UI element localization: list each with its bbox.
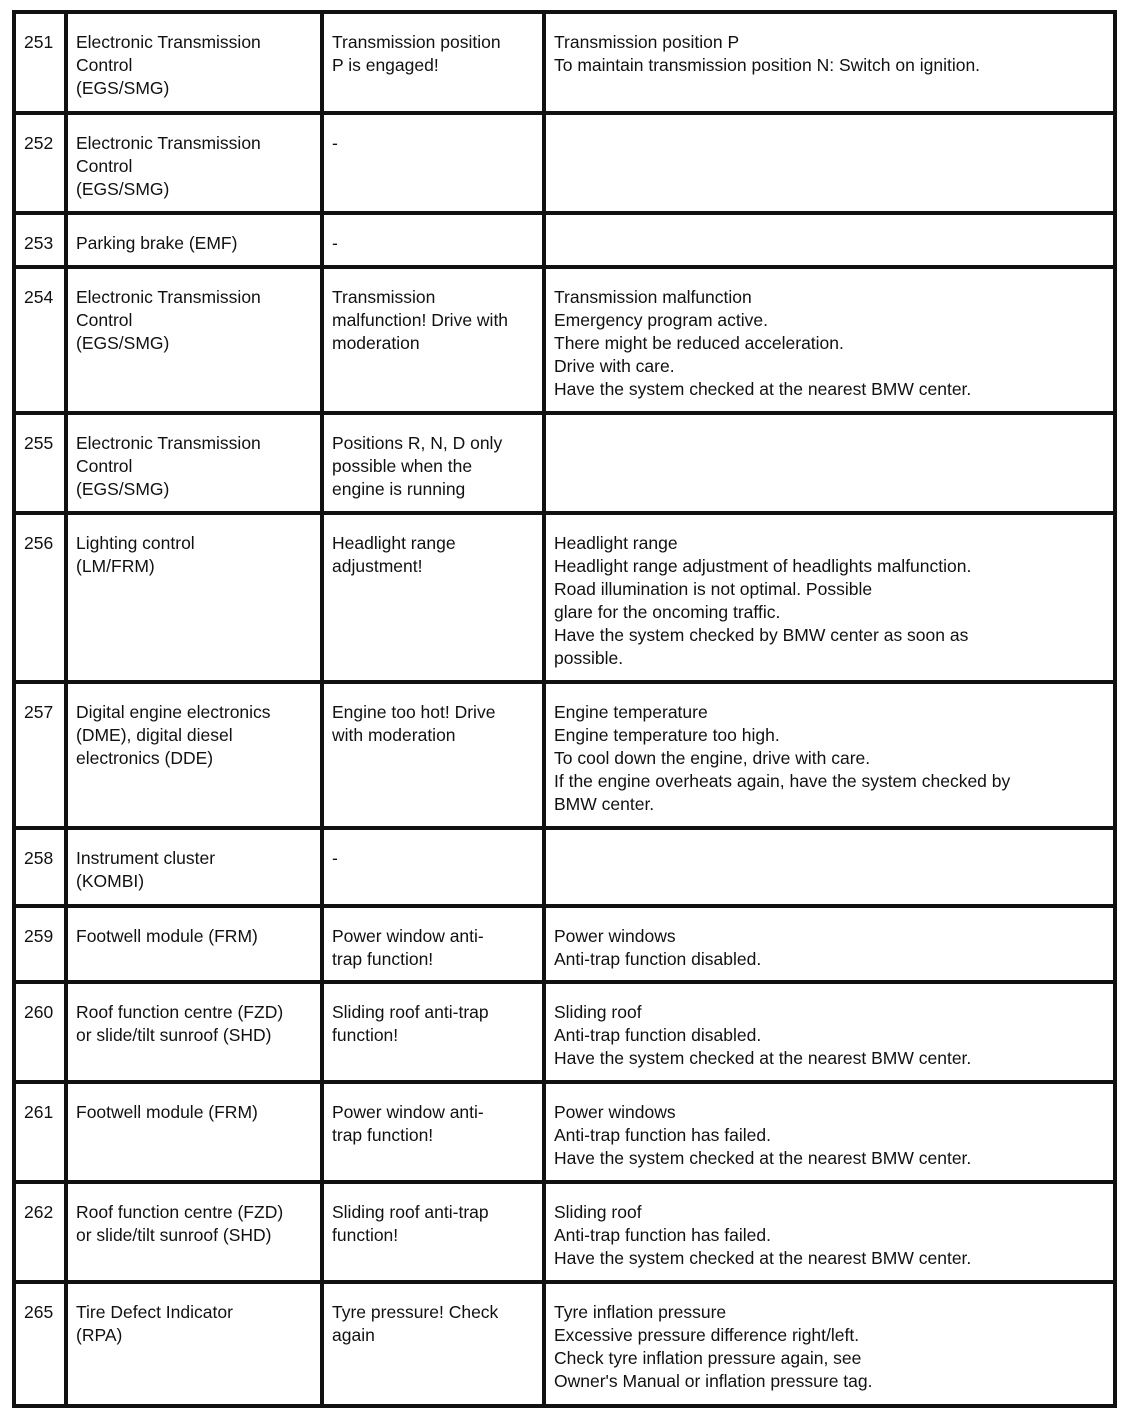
system-name: Electronic Transmission Control (EGS/SMG) [66,267,322,413]
table-row [14,906,1115,982]
message-number: 251 [14,12,66,113]
message-number: 255 [14,413,66,513]
message-description [544,113,1115,213]
table-row [14,1082,1115,1182]
message-description: Sliding roof Anti-trap function has failed. Have the system checked at the nearest BMW center. [544,1182,1115,1282]
display-message: Sliding roof anti-trap function! [322,1182,544,1282]
display-message: Power window anti- trap function! [322,1082,544,1182]
system-name: Roof function centre (FZD) or slide/tilt sunroof (SHD) [66,1182,322,1282]
display-message: Transmission malfunction! Drive with moderation [322,267,544,413]
message-number: 262 [14,1182,66,1282]
message-number: 265 [14,1282,66,1406]
system-name: Roof function centre (FZD) or slide/tilt sunroof (SHD) [66,982,322,1082]
table-row [14,1182,1115,1282]
display-message: - [322,828,544,906]
message-description: Tyre inflation pressure Excessive pressure difference right/left. Check tyre inflation pressure again, see Owner's Manual or inflation pressure tag. [544,1282,1115,1406]
table-row [14,113,1115,213]
table-body [14,12,1115,1406]
table-row [14,682,1115,828]
system-name: Tire Defect Indicator (RPA) [66,1282,322,1406]
system-name: Lighting control (LM/FRM) [66,513,322,682]
table-row [14,1282,1115,1406]
system-name: Instrument cluster (KOMBI) [66,828,322,906]
message-number: 259 [14,906,66,982]
message-description: Sliding roof Anti-trap function disabled. Have the system checked at the nearest BMW center. [544,982,1115,1082]
display-message: - [322,113,544,213]
system-name: Footwell module (FRM) [66,1082,322,1182]
message-number: 258 [14,828,66,906]
system-name: Electronic Transmission Control (EGS/SMG) [66,113,322,213]
table-row [14,513,1115,682]
display-message: Positions R, N, D only possible when the engine is running [322,413,544,513]
display-message: Sliding roof anti-trap function! [322,982,544,1082]
message-number: 254 [14,267,66,413]
message-description [544,828,1115,906]
check-control-table [12,10,1117,1408]
display-message: - [322,213,544,267]
system-name: Parking brake (EMF) [66,213,322,267]
display-message: Headlight range adjustment! [322,513,544,682]
display-message: Tyre pressure! Check again [322,1282,544,1406]
table-row [14,267,1115,413]
message-number: 257 [14,682,66,828]
message-number: 260 [14,982,66,1082]
message-number: 253 [14,213,66,267]
system-name: Electronic Transmission Control (EGS/SMG) [66,12,322,113]
message-description [544,413,1115,513]
message-number: 256 [14,513,66,682]
message-description: Transmission position P To maintain transmission position N: Switch on ignition. [544,12,1115,113]
message-number: 261 [14,1082,66,1182]
system-name: Digital engine electronics (DME), digital diesel electronics (DDE) [66,682,322,828]
system-name: Footwell module (FRM) [66,906,322,982]
table-row [14,12,1115,113]
table-row [14,413,1115,513]
message-description: Headlight range Headlight range adjustment of headlights malfunction. Road illumination is not optimal. Possible glare for the oncoming traffic. Have the system checked by BMW center as soon as possible. [544,513,1115,682]
display-message: Engine too hot! Drive with moderation [322,682,544,828]
table-row [14,982,1115,1082]
message-description: Power windows Anti-trap function has failed. Have the system checked at the nearest BMW center. [544,1082,1115,1182]
display-message: Power window anti- trap function! [322,906,544,982]
message-description: Engine temperature Engine temperature too high. To cool down the engine, drive with care. If the engine overheats again, have the system checked by BMW center. [544,682,1115,828]
message-description: Transmission malfunction Emergency program active. There might be reduced acceleration. Drive with care. Have the system checked at the nearest BMW center. [544,267,1115,413]
message-description: Power windows Anti-trap function disabled. [544,906,1115,982]
table-row [14,213,1115,267]
display-message: Transmission position P is engaged! [322,12,544,113]
message-number: 252 [14,113,66,213]
message-description [544,213,1115,267]
table-row [14,828,1115,906]
system-name: Electronic Transmission Control (EGS/SMG) [66,413,322,513]
